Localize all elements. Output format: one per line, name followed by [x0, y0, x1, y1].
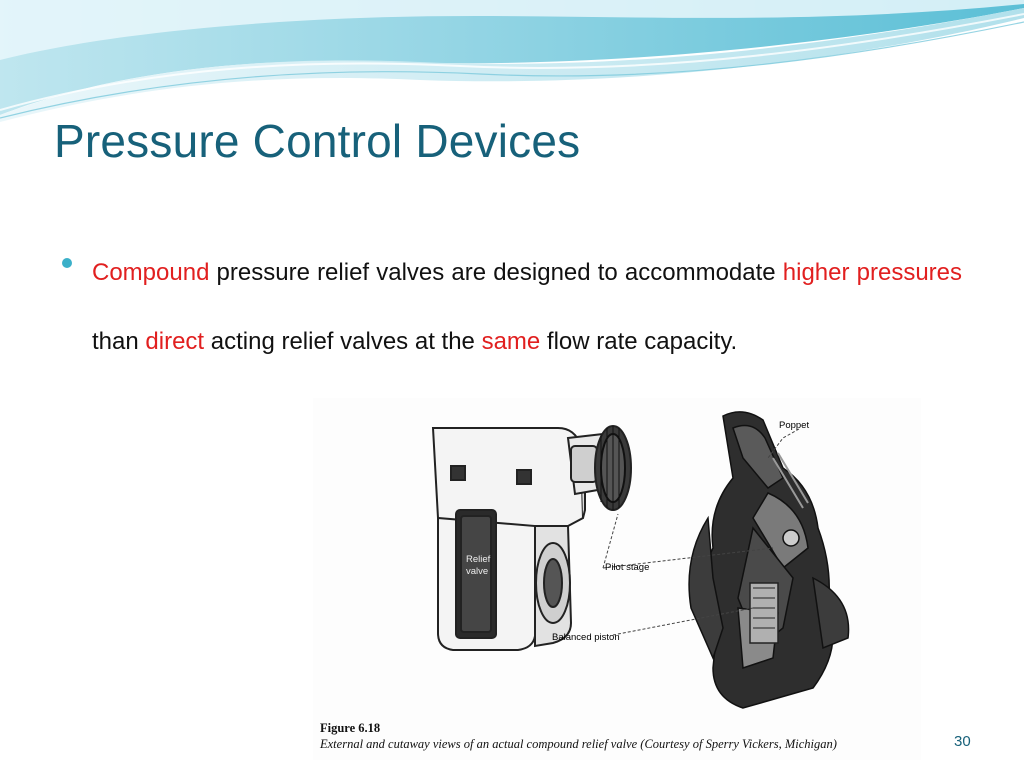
relief-valve-figure [313, 398, 921, 760]
text-higher-pressures: higher pressures [782, 259, 963, 286]
slide-title: Pressure Control Devices [54, 115, 581, 167]
text-same: same [481, 328, 541, 355]
label-poppet: Poppet [779, 420, 810, 431]
label-pilot-stage: Pilot stage [605, 562, 650, 573]
bullet-dot-icon [62, 258, 72, 268]
header-wave-decoration [0, 0, 1024, 125]
text-direct: direct [145, 328, 205, 355]
text-segment: acting relief valves at the [204, 328, 482, 355]
page-number: 30 [954, 733, 971, 750]
label-relief: Relief [466, 554, 491, 565]
figure-caption [320, 720, 920, 752]
text-segment: than [92, 328, 146, 355]
label-balanced-piston: Balanced piston [552, 632, 620, 643]
label-valve: valve [466, 566, 489, 577]
bullet-text [92, 238, 962, 376]
text-segment: flow rate capacity. [540, 328, 738, 355]
relief-valve-illustration [313, 398, 921, 718]
figure-description: External and cutaway views of an actual compound relief valve (Courtesy of Sperry Vickers, Michigan) [320, 737, 837, 751]
figure-number: Figure 6.18 [320, 721, 381, 735]
text-compound: Compound [92, 259, 210, 286]
text-segment: pressure relief valves are designed to accommodate [209, 259, 783, 286]
